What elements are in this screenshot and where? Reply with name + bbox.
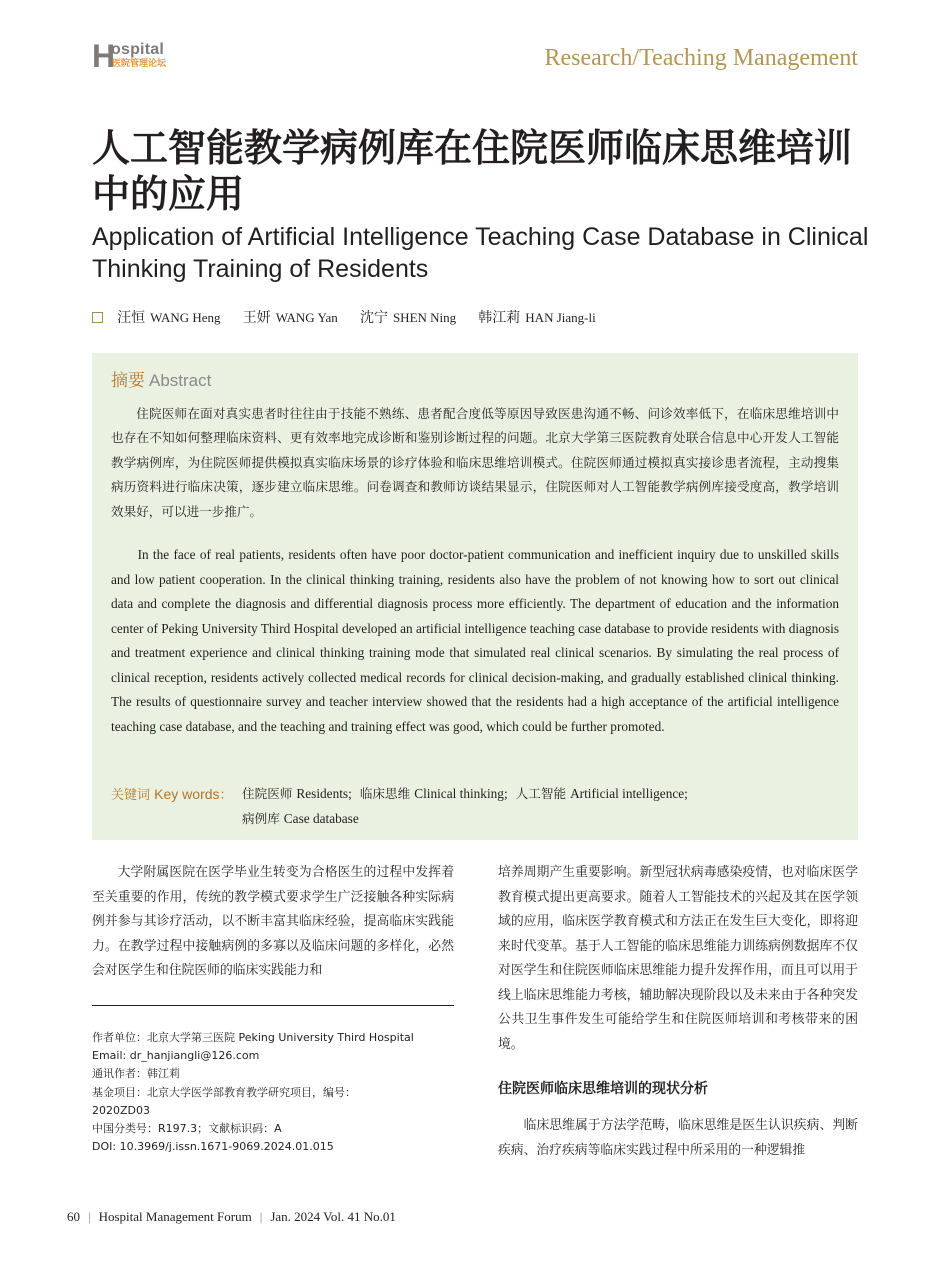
section-label: Research/Teaching Management [544, 45, 858, 71]
section-heading: 住院医师临床思维培训的现状分析 [498, 1081, 708, 1097]
abstract-panel [92, 353, 858, 840]
author-name-zh: 汪恒 [117, 310, 146, 326]
footnote-line: 2020ZD03 [92, 1103, 150, 1117]
keyword [516, 786, 688, 801]
page-footer [67, 1207, 396, 1227]
keyword [242, 786, 352, 801]
author [117, 307, 220, 330]
author [478, 307, 595, 330]
author-name-zh: 王妍 [242, 310, 271, 326]
keyword [360, 786, 508, 801]
author-bullet-icon [92, 312, 103, 323]
abstract-chinese: 住院医师在面对真实患者时往往由于技能不熟练、患者配合度低等原因导致医患沟通不畅、问诊效率低下，在临床思维培训中也存在不知如何整理临床资料、更有效率地完成诊断和鉴别诊断过程的问题。北京大学第三医院教育处联合信息中心开发人工智能教学病例库，为住院医师提供模拟真实临床场景的诊疗体验和临床思维培训模式。住院医师通过模拟真实接诊患者流程，主动搜集病历资料进行临床决策，逐步建立临床思维。问卷调查和教师访谈结果显示，住院医师对人工智能教学病例库接受度高，教学培训效果好，可以进一步推广。 [111, 406, 839, 519]
body-right-paragraph: 培养周期产生重要影响。新型冠状病毒感染疫情，也对临床医学教育模式提出更高要求。随着人工智能技术的兴起及其在医学领域的应用，临床医学教育模式和方法正在发生巨大变化，即将迎来时代变革。基于人工智能的临床思维能力训练病例数据库不仅对医学生和住院医师临床思维能力提升发挥作用，而且可以用于线上临床思维能力考核，辅助解决现阶段以及未来由于各种突发公共卫生事件发生可能给学生和住院医师培训和考核带来的困境。 [498, 865, 858, 1052]
footnote-line: 基金项目：北京大学医学部教育教学研究项目，编号： [92, 1085, 356, 1099]
keywords-label-colon: ： [219, 788, 233, 803]
footnote-line: 中国分类号：R197.3；文献标识码：A [92, 1122, 282, 1136]
footer-separator: | [88, 1209, 91, 1224]
keywords-line [242, 783, 692, 805]
author-name-zh: 韩江莉 [478, 310, 521, 326]
keyword-zh: 人工智能 [515, 786, 567, 801]
footnotes [92, 1029, 454, 1156]
title-chinese: 人工智能教学病例库在住院医师临床思维培训中的应用 [92, 126, 853, 216]
keyword [242, 811, 359, 826]
body-left-paragraph: 大学附属医院在医学毕业生转变为合格医生的过程中发挥着至关重要的作用，传统的教学模式要求学生广泛接触各种实际病例并参与其诊疗活动，以不断丰富其临床经验，提高临床实践能力。在教学过程中接触病例的多寡以及临床问题的多样化，必然会对医学生和住院医师的临床实践能力和 [92, 865, 454, 978]
keyword-en: Artificial intelligence; [570, 786, 688, 801]
keywords-line [242, 808, 363, 830]
keywords-label-en: Key words [154, 786, 220, 802]
footnote-line: 通讯作者：韩江莉 [92, 1067, 180, 1081]
author [243, 307, 338, 330]
keyword-en: Case database [283, 811, 359, 826]
author-list [92, 307, 614, 329]
footer-separator: | [259, 1209, 263, 1224]
keyword-zh: 病例库 [242, 811, 280, 826]
page-number: 60 [67, 1209, 80, 1224]
keyword-en: Residents; [296, 786, 352, 801]
author [360, 307, 456, 330]
journal-issue: Jan. 2024 Vol. 41 No.01 [270, 1209, 396, 1224]
author-name-zh: 沈宁 [359, 310, 388, 326]
abstract-english: In the face of real patients, residents often have poor doctor-patient communication and inefficient inquiry due to unskilled skills and low patient cooperation. In the clinical thinking training, residents also have the problem of not knowing how to sort out clinical data and complete the diagnosis and differential diagnosis process more efficiently. The department of education and the information center of Peking University Third Hospital developed an artificial intelligence teaching case database to provide residents with diagnosis and treatment experience and clinical thinking training mode that simulated real clinical scenarios. By simulating the real process of clinical reception, residents actively collected medical records for clinical decision-making, and gradually established clinical thinking. The results of questionnaire survey and teacher interview showed that the residents had a high acceptance of the artificial intelligence teaching case database, and the teaching and training effect was good, which could be further promoted. [111, 547, 839, 734]
author-name-en: HAN Jiang-li [525, 310, 596, 325]
keywords-label [111, 783, 233, 807]
journal-logo [92, 40, 182, 74]
author-name-en: WANG Yan [275, 310, 338, 325]
author-name-en: SHEN Ning [392, 310, 457, 325]
journal-name: Hospital Management Forum [98, 1209, 252, 1224]
footnote-line: DOI: 10.3969/j.issn.1671-9069.2024.01.015 [92, 1140, 334, 1154]
keyword-en: Clinical thinking; [414, 786, 508, 801]
abstract-heading-zh: 摘要 [111, 371, 145, 391]
keyword-zh: 临床思维 [359, 786, 411, 801]
logo-word: ospital [111, 41, 164, 58]
title-english: Application of Artificial Intelligence Teaching Case Database in Clinical Thinking Training of Residents [92, 223, 869, 283]
logo-letter: H [92, 38, 116, 74]
footnote-line: Email: dr_hanjiangli@126.com [92, 1049, 260, 1063]
abstract-heading [111, 369, 211, 393]
author-name-en: WANG Heng [150, 310, 221, 325]
keyword-zh: 住院医师 [242, 786, 293, 801]
logo-subtitle: 医院管理论坛 [112, 59, 167, 69]
footnote-line: 作者单位：北京大学第三医院 Peking University Third Hospital [92, 1031, 414, 1044]
body-section-paragraph: 临床思维属于方法学范畴，临床思维是医生认识疾病、判断疾病、治疗疾病等临床实践过程中所采用的一种逻辑推 [498, 1118, 858, 1158]
abstract-heading-en: Abstract [149, 371, 212, 390]
keywords-label-zh: 关键词 [111, 788, 151, 803]
footnote-divider [92, 1005, 454, 1006]
